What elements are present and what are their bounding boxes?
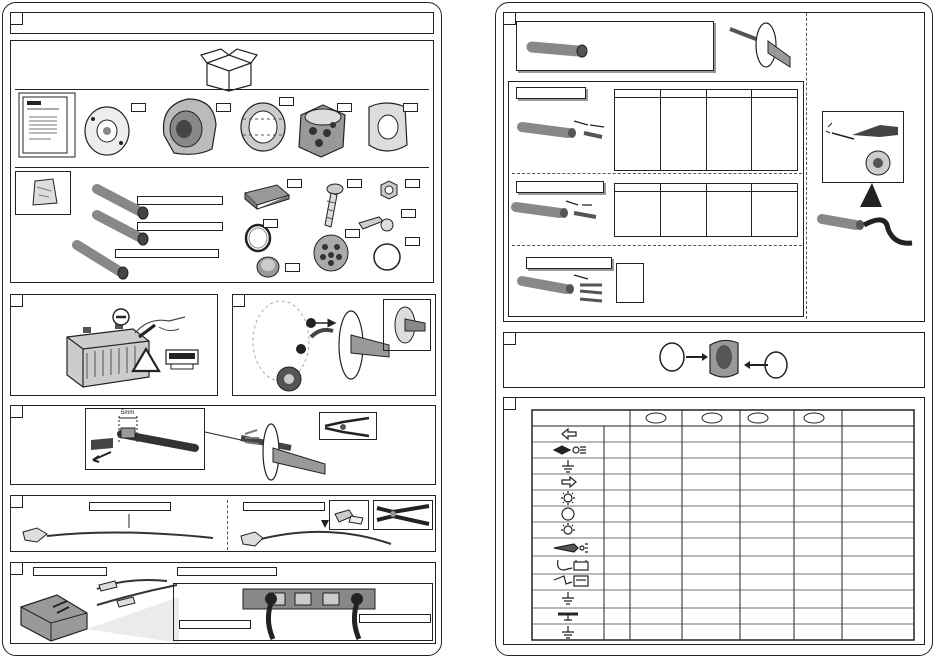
crimping-pliers-icon (375, 502, 431, 528)
strip-cable-panel (10, 405, 436, 485)
right-page (495, 2, 933, 656)
dashed-divider (512, 245, 802, 246)
wire-gauge-table-b (614, 183, 798, 237)
fuse-holder-icon (239, 585, 379, 641)
variant-label-box (516, 181, 604, 193)
measurement-label: 5mm (121, 410, 135, 416)
cap-plug-icon (253, 255, 283, 281)
disconnect-battery-panel (10, 294, 218, 396)
manual-document-icon (19, 93, 75, 157)
title-bar (10, 12, 434, 34)
assemble-socket-panel (503, 332, 925, 388)
socket-detail-icon (387, 303, 427, 349)
stripped-cable-icon (87, 414, 203, 466)
part-number-tag (405, 237, 420, 246)
variant-label-box (516, 87, 586, 99)
left-page (2, 2, 442, 656)
crimped-wire-icon (17, 510, 217, 550)
part-number-tag (279, 97, 294, 106)
step-marker (503, 332, 516, 345)
part-number-tag (285, 263, 300, 272)
part-number-tag (287, 179, 302, 188)
wire-preparation-panel (503, 12, 925, 322)
remove-socket-panel (232, 294, 436, 396)
part-label-box (137, 222, 223, 231)
step-marker (503, 12, 516, 25)
cable-label-box (179, 620, 251, 629)
minus-terminal-icon (111, 307, 131, 327)
wiring-table-panel (503, 397, 925, 645)
part-number-tag (347, 179, 362, 188)
fuse-box-icon (17, 573, 187, 643)
part-number-tag (131, 103, 146, 112)
part-number-tag (405, 179, 420, 188)
divider (15, 89, 429, 90)
cable-strip-icon (518, 115, 608, 145)
sealing-pad-icon (241, 181, 291, 211)
cable-multi-strip-icon (518, 271, 618, 311)
socket-ring-icon (239, 99, 289, 155)
dashed-divider (227, 500, 228, 550)
package-box-icon (199, 49, 259, 89)
wire-stripper-pliers-icon (323, 416, 373, 438)
heat-shrink-tube-icon (73, 237, 133, 281)
cable-label-box (359, 614, 431, 623)
kit-contents-panel (10, 40, 434, 283)
step-marker (10, 294, 23, 307)
step-marker (10, 12, 23, 25)
socket-back-icon (726, 17, 796, 77)
part-label-box (115, 249, 219, 258)
soldered-cable-icon (816, 183, 926, 273)
socket-assembly-icon (652, 335, 792, 387)
crimp-panel (10, 495, 436, 552)
soldering-iron-icon (824, 113, 904, 183)
cable-lug-icon (357, 211, 397, 237)
hand-wrench-icon (129, 307, 189, 347)
part-number-tag (401, 209, 416, 218)
part-label-box (137, 196, 223, 205)
socket-on-car-icon (241, 297, 391, 393)
cable-end-icon (526, 37, 596, 61)
divider (15, 167, 429, 168)
note-box (616, 263, 644, 303)
hex-nut-icon (377, 181, 401, 201)
part-number-tag (337, 103, 352, 112)
fuse-connection-panel (10, 562, 436, 644)
dashed-divider (512, 173, 802, 174)
part-number-tag (216, 103, 231, 112)
cable-to-socket-icon (201, 412, 331, 482)
screw-icon (317, 181, 347, 231)
part-number-tag (345, 229, 360, 238)
snap-ring-icon (371, 241, 403, 273)
dashed-divider (806, 13, 807, 319)
variant-label-box (526, 257, 612, 269)
cable-label-box (177, 567, 277, 576)
wiring-table (532, 410, 914, 640)
part-number-tag (403, 103, 418, 112)
cable-strip-icon (512, 197, 602, 227)
part-number-tag (263, 219, 278, 228)
wire-gauge-table-a (614, 89, 798, 171)
crimp-terminal-icon (333, 504, 367, 528)
step-marker (503, 397, 516, 410)
parts-bag-icon (31, 177, 59, 207)
step-marker (10, 405, 23, 418)
contact-plate-icon (311, 233, 351, 273)
step-marker (10, 495, 23, 508)
warning-triangle-icon (131, 347, 161, 373)
socket-cover-icon (156, 95, 220, 159)
radio-unit-icon (165, 349, 201, 371)
